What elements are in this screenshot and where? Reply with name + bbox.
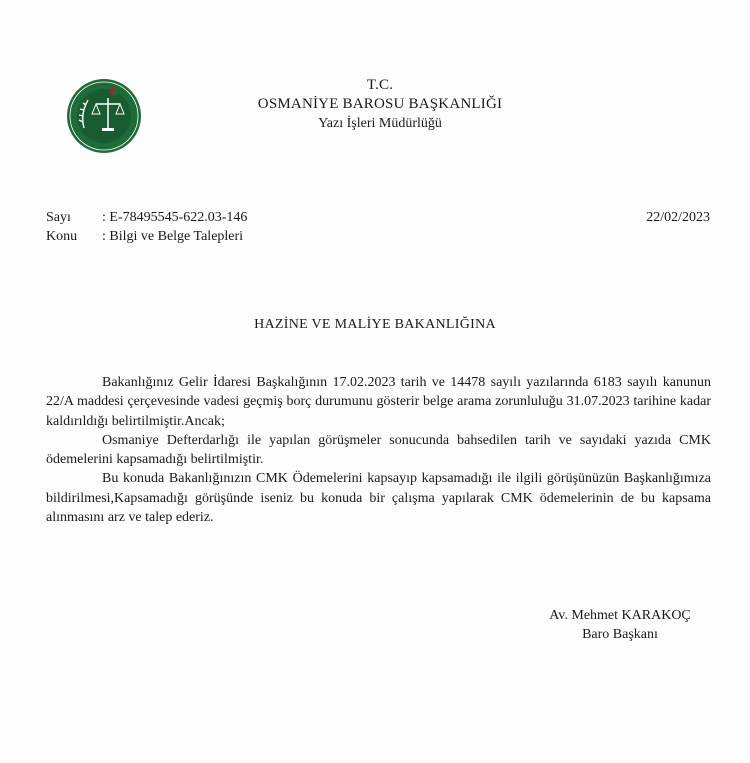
- header-line-department: Yazı İşleri Müdürlüğü: [318, 116, 442, 131]
- signatory-title: Baro Başkanı: [582, 627, 658, 642]
- sayi-label: Sayı: [46, 210, 71, 225]
- letter-date: 22/02/2023: [646, 210, 710, 225]
- body-paragraph-1: Bakanlığınız Gelir İdaresi Başkalığının 17.02.2023 tarih ve 14478 sayılı yazılarında 6183 sayılı kanunun 22/A maddesi çerçevesinde vadesi geçmiş borç durumunu gösterir belge arama zorunluluğu 31.07.2023 tarihine kadar kaldırıldığı belirtilmiştir.Ancak;: [46, 375, 711, 429]
- meta-row-konu: [46, 227, 247, 246]
- signatory-name: Av. Mehmet KARAKOÇ: [549, 608, 691, 623]
- meta-row-sayi: [46, 208, 247, 227]
- signature-block: [530, 606, 710, 644]
- konu-label: Konu: [46, 229, 78, 244]
- letter-body: [46, 373, 711, 527]
- header-line-tc: T.C.: [366, 77, 394, 93]
- recipient: HAZİNE VE MALİYE BAKANLIĞINA: [254, 317, 496, 332]
- body-paragraph-3: Bu konuda Bakanlığınızın CMK Ödemelerini kapsayıp kapsamadığı ile ilgili görüşünüzün Başkanlığımıza bildirilmesi,Kapsamadığı görüşünde iseniz bu konuda bir çalışma yapılarak CMK ödemelerinin de bu kapsama alınmasını arz ve talep ederiz.: [46, 471, 711, 526]
- konu-value: : Bilgi ve Belge Talepleri: [102, 229, 244, 244]
- body-paragraph-2: Osmaniye Defterdarlığı ile yapılan görüşmeler sonucunda bahsedilen tarih ve sayıdaki yazıda CMK ödemelerini kapsamadığı belirtilmiştir.: [46, 432, 711, 468]
- sayi-value: : E-78495545-622.03-146: [102, 210, 248, 225]
- letter-header: [225, 76, 535, 133]
- bar-association-logo: [66, 78, 142, 154]
- header-line-institution: OSMANİYE BAROSU BAŞKANLIĞI: [257, 96, 503, 112]
- letter-meta: [46, 208, 247, 246]
